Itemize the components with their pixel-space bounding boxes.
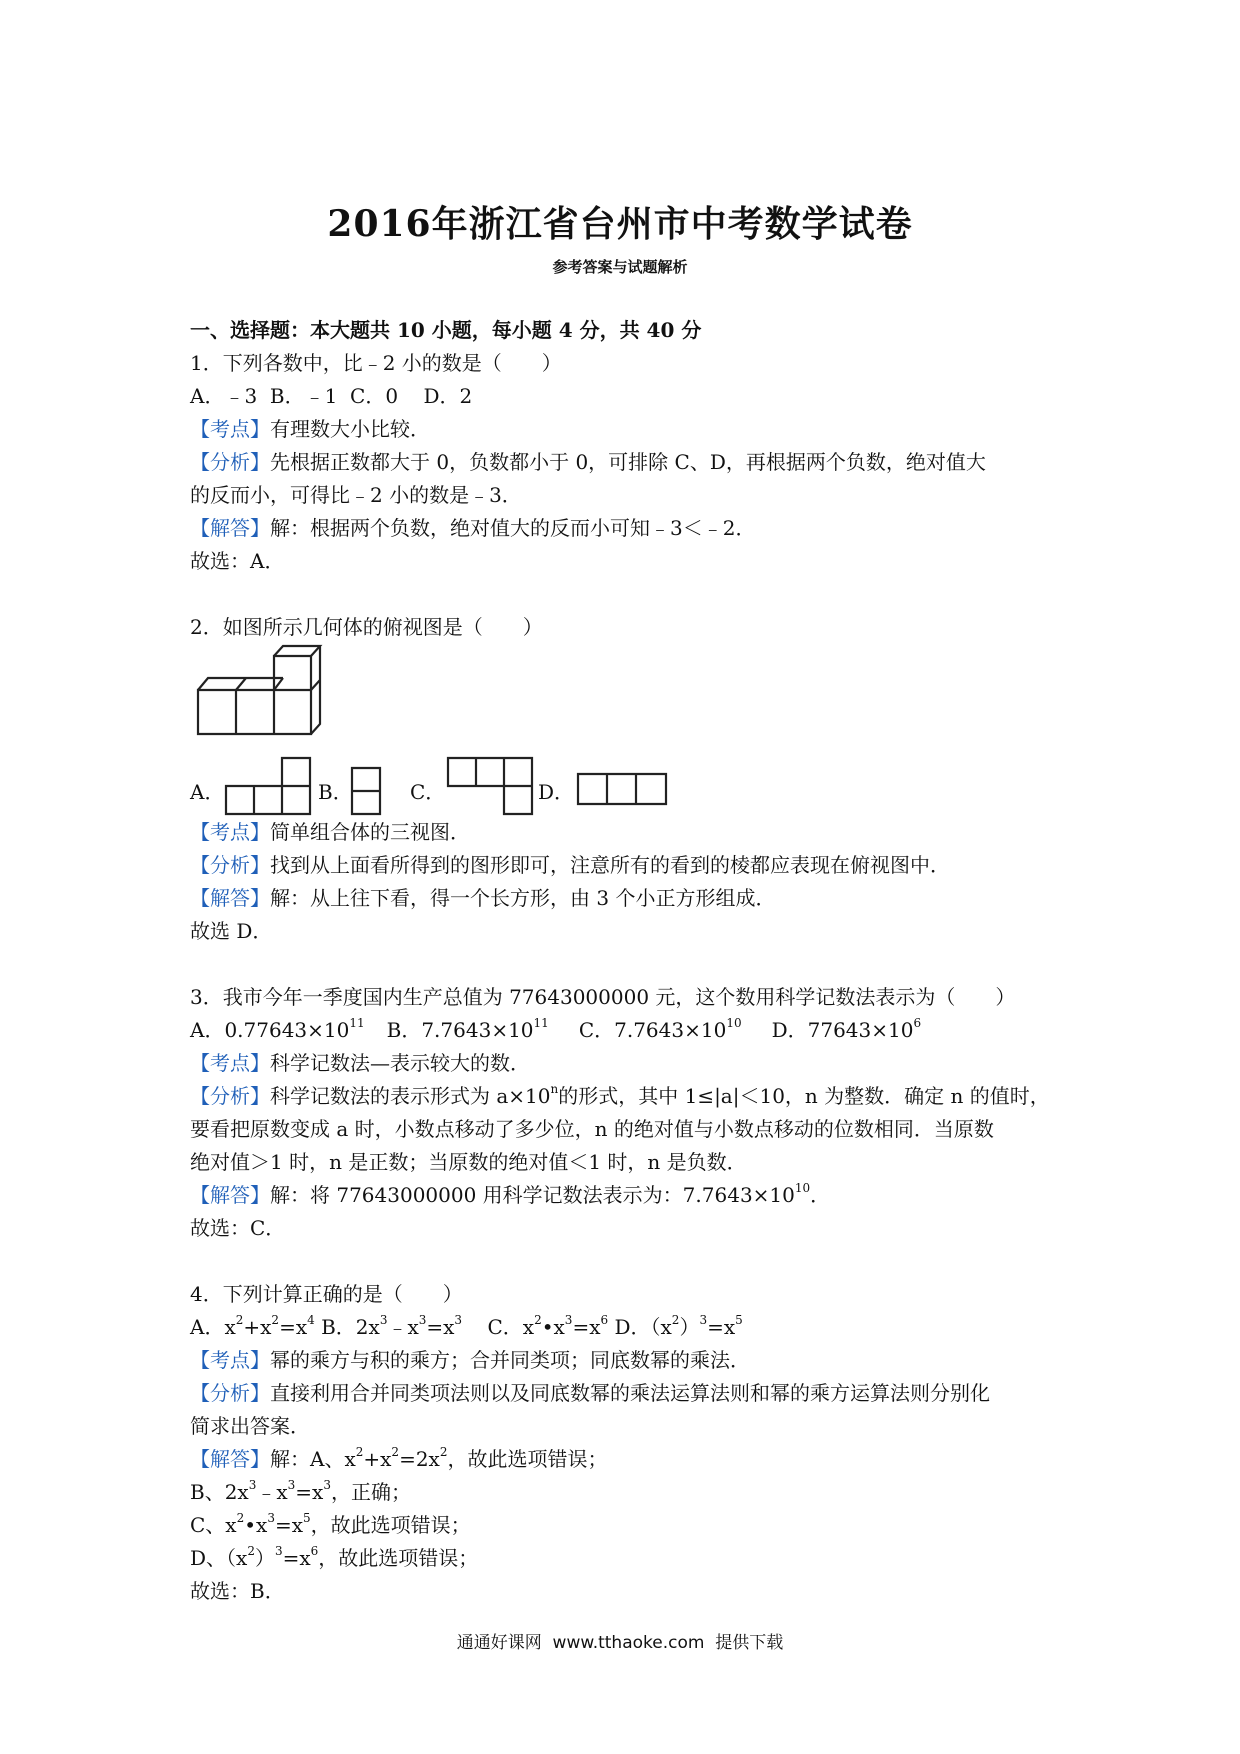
page-subtitle: 参考答案与试题解析 xyxy=(552,258,688,276)
jieda-tag: 【解答】 xyxy=(190,886,270,910)
q3-options: A．$0.77643\times 10^{11}$ B．$7.7643\times 10^{11}$ C．$7.7643\times 10^{10}$ D．$77643\times 10^6$ xyxy=(190,1016,922,1042)
fenxi-tag: 【分析】 xyxy=(190,450,270,474)
q2-stem: 2．如图所示几何体的俯视图是（ ） xyxy=(190,615,543,639)
kaodian-tag: 【考点】 xyxy=(190,1348,270,1372)
q2-option-a-label: A． xyxy=(190,780,225,804)
q4-jieda-c: C、$x^2•x^3=x^5$，故此选项错误； xyxy=(190,1511,471,1537)
q2-option-c-figure xyxy=(446,756,536,816)
q2-option-b-figure xyxy=(350,766,382,816)
solid-drawing xyxy=(190,644,330,756)
q2-fenxi: 【分析】找到从上面看所得到的图形即可，注意所有的看到的棱都应表现在俯视图中． xyxy=(190,853,950,877)
q3-fenxi-cont-1: 要看把原数变成 a 时，小数点移动了多少位，n 的绝对值与小数点移动的位数相同．当原数 xyxy=(190,1117,994,1141)
kaodian-tag: 【考点】 xyxy=(190,820,270,844)
q2-option-b-label: B． xyxy=(318,780,353,804)
q2-option-d-figure xyxy=(576,772,668,806)
q4-answer: 故选：B． xyxy=(190,1579,285,1603)
q4-jieda: 【解答】解：A、$x^2+x^2=2x^2$，故此选项错误； xyxy=(190,1445,608,1471)
q2-jieda: 【解答】解：从上往下看，得一个长方形，由 3 个小正方形组成． xyxy=(190,886,776,910)
q1-fenxi: 【分析】先根据正数都大于 0，负数都小于 0，可排除 C、D，再根据两个负数，绝对值大 xyxy=(190,450,986,474)
q3-fenxi: 【分析】科学记数法的表示形式为 $a\times 10^n$的形式，其中 1≤|a|＜10，n 为整数．确定 n 的值时， xyxy=(190,1082,1050,1108)
q3-kaodian: 【考点】科学记数法—表示较大的数． xyxy=(190,1051,530,1075)
q2-options xyxy=(190,756,1070,816)
q4-jieda-d: D、$(x^2)^3=x^6$，故此选项错误； xyxy=(190,1544,479,1570)
q2-option-c-label: C． xyxy=(410,780,446,804)
q1-answer: 故选：A． xyxy=(190,549,285,573)
q1-kaodian: 【考点】有理数大小比较． xyxy=(190,417,430,441)
q4-fenxi-cont: 简求出答案． xyxy=(190,1414,310,1438)
page-footer: 通通好课网 www.tthaoke.com 提供下载 xyxy=(456,1633,784,1653)
q2-solid-figure xyxy=(190,644,1070,756)
q3-jieda: 【解答】解：将 77643000000 用科学记数法表示为：$7.7643\times 10^{10}$． xyxy=(190,1181,831,1207)
q2-answer: 故选 D． xyxy=(190,919,273,943)
q4-stem: 4．下列计算正确的是（ ） xyxy=(190,1282,463,1306)
kaodian-tag: 【考点】 xyxy=(190,1051,270,1075)
q4-jieda-b: B、$2x^3﹣x^3=x^3$，正确； xyxy=(190,1478,411,1504)
q1-fenxi-cont: 的反而小，可得比﹣2 小的数是﹣3． xyxy=(190,483,522,507)
q2-kaodian: 【考点】简单组合体的三视图． xyxy=(190,820,470,844)
q3-stem: 3．我市今年一季度国内生产总值为 77643000000 元，这个数用科学记数法表示为（ ） xyxy=(190,985,1016,1009)
q4-options: A．$x^2+x^2=x^4$ B．$2x^3﹣x^3=x^3$ C．$x^2•x^3=x^6$ D．$(x^2)^3=x^5$ xyxy=(190,1313,743,1339)
q1-jieda: 【解答】解：根据两个负数，绝对值大的反而小可知﹣3＜﹣2． xyxy=(190,516,756,540)
fenxi-tag: 【分析】 xyxy=(190,1381,270,1405)
q3-fenxi-cont-2: 绝对值＞1 时，n 是正数；当原数的绝对值＜1 时，n 是负数． xyxy=(190,1150,747,1174)
q4-fenxi: 【分析】直接利用合并同类项法则以及同底数幂的乘法运算法则和幂的乘方运算法则分别化 xyxy=(190,1381,990,1405)
q3-answer: 故选：C． xyxy=(190,1216,286,1240)
section-heading: 一、选择题：本大题共 10 小题，每小题 4 分，共 40 分 xyxy=(190,318,702,342)
exam-content xyxy=(190,314,1070,1608)
kaodian-tag: 【考点】 xyxy=(190,417,270,441)
fenxi-tag: 【分析】 xyxy=(190,853,270,877)
jieda-tag: 【解答】 xyxy=(190,516,270,540)
q4-kaodian: 【考点】幂的乘方与积的乘方；合并同类项；同底数幂的乘法． xyxy=(190,1348,750,1372)
q2-option-d-label: D． xyxy=(538,780,575,804)
q1-options: A．﹣3 B．﹣1 C．0 D．2 xyxy=(190,384,473,408)
q1-stem: 1．下列各数中，比﹣2 小的数是（ ） xyxy=(190,351,562,375)
fenxi-tag: 【分析】 xyxy=(190,1084,270,1108)
jieda-tag: 【解答】 xyxy=(190,1183,270,1207)
page-title: 2016年浙江省台州市中考数学试卷 xyxy=(327,203,913,245)
q2-option-a-figure xyxy=(224,756,314,816)
jieda-tag: 【解答】 xyxy=(190,1447,270,1471)
